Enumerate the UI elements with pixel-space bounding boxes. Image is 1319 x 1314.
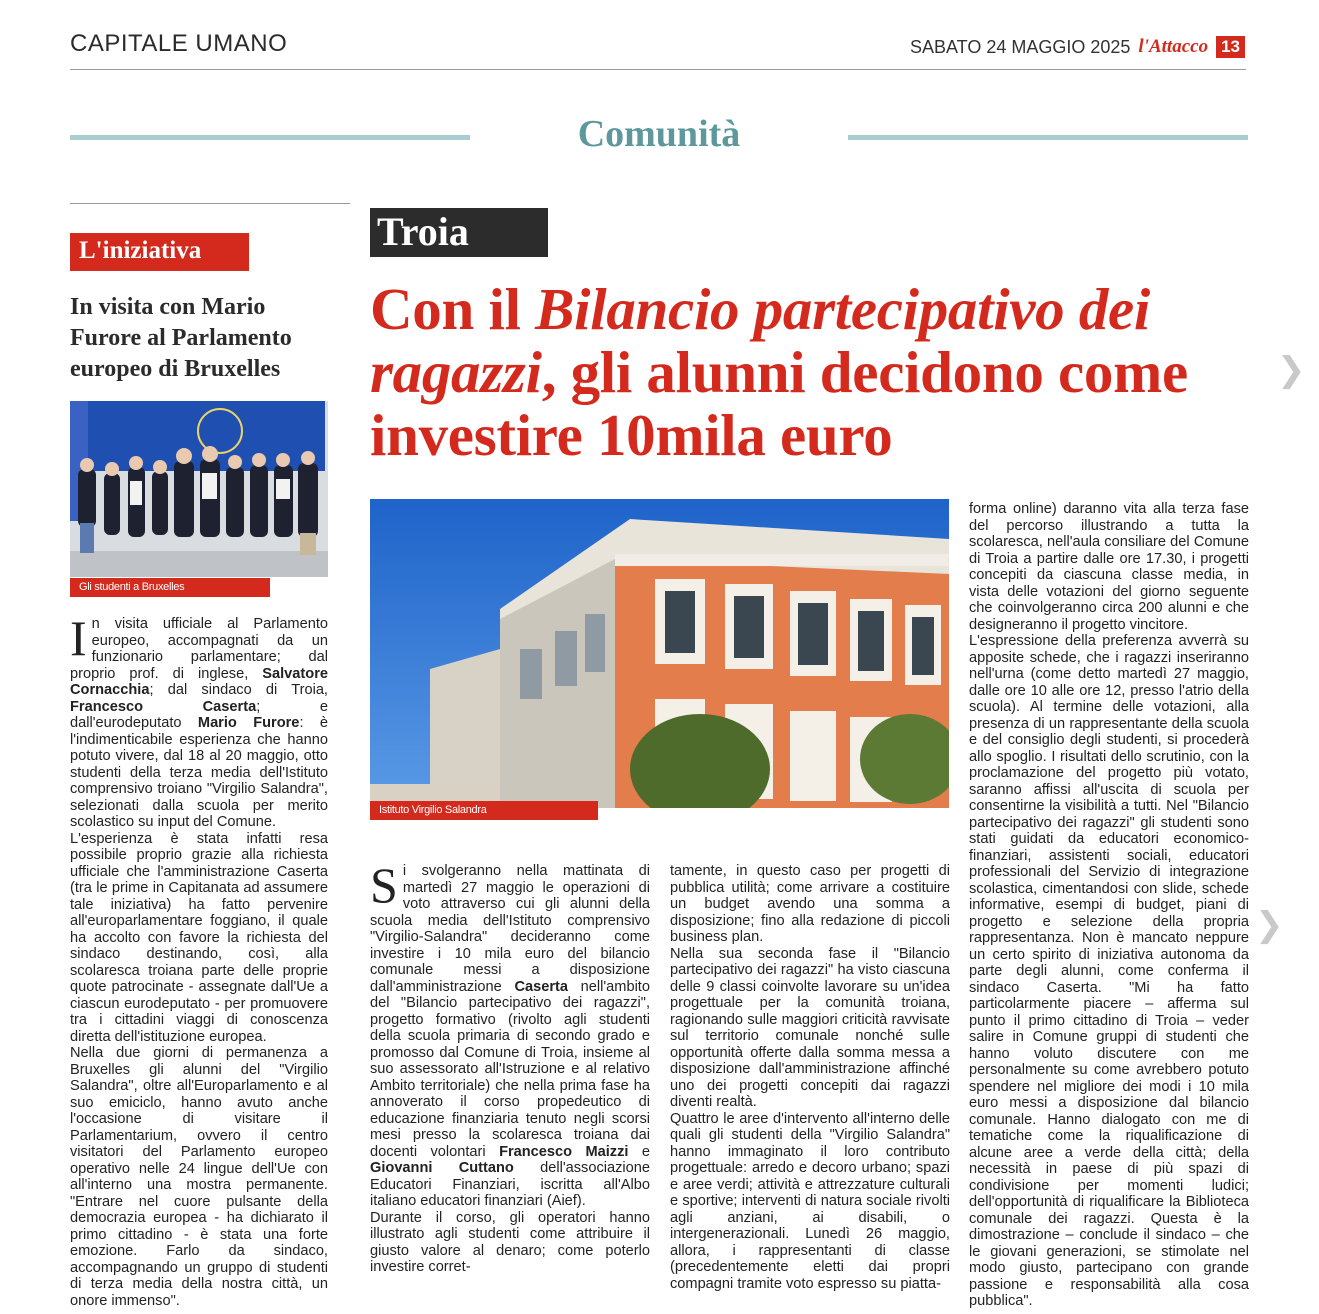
main-headline: Con il Bilancio partecipativo dei ragazzi, gli alunni decidono come investire 10mila euro [370,276,1188,468]
category-rule-left [70,135,470,140]
chevron-right-icon[interactable]: ❯ [1255,905,1284,945]
category-rule-right [848,135,1248,140]
students-photo-illustration [70,401,328,577]
main-article-column-3: forma online) daranno vita alla terza fase del percorso illustrando a tutta la scolaresca, nell'aula consiliare del Comune di Troia a partire dalle ore 17.30, i progetti concepiti da ciascuna classe media, in vista delle votazioni del giorno seguente che coinvolgeranno circa 200 alunni e che designeranno il progetto vincitore. L'espressione della preferenza avverrà su apposite schede, che i ragazzi inseriranno nell'urna (come detto martedì 27 maggio, dalle ore 10 alle ore 12, presso l'atrio della scuola). Al termine delle votazioni, alla presenza di un rappresentante della scuola e del consiglio degli studenti, si procederà allo spoglio. I risultati dello scrutinio, con la proclamazione del progetto più votato, saranno affissi all'uscita di scuola per consentirne la visibilità a tutti. Nel "Bilancio partecipativo dei ragazzi" gli studenti sono stati guidati da educatori economico-finanziari, assistenti sociali, educatori professionali del Servizio di integrazione scolastica, cimentandosi con slide, schede informative, esempi di budget, piani di progetto e selezione della propria rappresentanza. Non è mancato neppure un certo spirito di iniziativa autonoma da parte degli alunni, come conferma il sindaco Caserta. "Mi ha fatto particolarmente piacere – afferma sul punto il primo cittadino di Troia – veder salire in Comune gruppi di studenti che hanno voluto discutere con me personalmente su come avrebbero potuto spendere nel migliore dei modi i 10 mila euro messi a disposizione dal bilancio comunale. Hanno dialogato con me di tematiche come la riqualificazione di alcune aree a verde della città; della necessità in paese di più spazi di condivisione per momenti ludici; dell'opportunità di riqualificare la Biblioteca comunale dei ragazzi. Questa è la dimostrazione – conclude il sindaco – che le giovani generazioni, se stimolate nel modo giusto, partecipano con grande passione e responsabilità alla cosa pubblica". [969,501,1249,1309]
sidebar-dropcap: I [70,610,87,666]
main-article-column-2: tamente, in questo caso per progetti di pubblica utilità; come arrivare a costituire un budget avendo una somma a disposizione; fino alla redazione di piccoli business plan. Nella sua seconda fase il "Bilancio partecipativo dei ragazzi" ha visto ciascuna delle 9 classi coinvolte lavorare su un'idea progettuale per la comunità troiana, ragionando sulle maggiori criticità ravvisate sul territorio comunale nonché sulle opportunità offerte dalla somma messa a disposizione dall'amministrazione affinché uno dei progetti concepiti dai ragazzi diventi realtà. Quattro le aree d'intervento all'interno delle quali gli studenti della "Virgilio Salandra" hanno immaginato il loro contributo progettuale: arredo e decoro urbano; spazi e aree verdi; attività e attrezzature culturali e sportive; interventi di natura sociale rivolti agli anziani, ai disabili, o intergenerazionali. Lunedì 26 maggio, allora, i rappresentanti di classe (precedentemente eletti dai propri compagni tramite voto espresso su piatta- [670,863,950,1292]
school-photo-illustration [370,499,949,808]
masthead [910,36,1245,58]
main-photo-caption: Istituto Virgilio Salandra [370,801,598,820]
main-dropcap: S [370,857,398,913]
main-article-column-1: Si svolgeranno nella mattinata di martedì 27 maggio le operazioni di voto attraverso cui gli alunni della scuola media dell'Istituto comprensivo "Virgilio-Salandra" decideranno come investire i 10 mila euro del bilancio comunale messi a disposizione dall'amministrazione Caserta nell'ambito del "Bilancio partecipativo dei ragazzi", progetto formativo (rivolto agli studenti della scuola primaria di secondo grado e promosso dal Comune di Troia, insieme al suo assessorato all'Istruzione e al relativo Ambito territoriale) che nella prima fase ha annoverato il corso propedeutico di educazione finanziaria tenuto negli scorsi mesi presso la scolaresca troiana dai docenti volontari Francesco Maizzi e Giovanni Cuttano dell'associazione Educatori Finanziari, iscritta all'Albo italiano educatori finanziari (Aief). Durante il corso, gli operatori hanno illustrato agli studenti come attribuire il giusto valore al denaro; come poterlo investire corret- [370,857,650,1275]
location-tag: Troia [370,208,548,257]
newspaper-logo: l'Attacco [1138,36,1209,57]
sidebar-divider [70,203,350,204]
page-number: 13 [1216,36,1245,58]
sidebar-article-body: In visita ufficiale al Parlamento europeo, accompagnati da un funzionario parlamentare; dal proprio prof. di inglese, Salvatore Cornacchia; dal sindaco di Troia, Francesco Caserta; e dall'eurodeputato Mario Furore: è l'indimenticabile esperienza che hanno potuto vivere, dal 18 al 20 maggio, otto studenti della terza media dell'Istituto comprensivo troiano "Virgilio Salandra", selezionati dalla scuola per merito scolastico su input del Comune. L'esperienza è stata infatti resa possibile proprio grazie alla richiesta ufficiale che l'amministrazione Caserta (tra le prime in Capitanata ad assumere tale iniziativa) ha fatto pervenire all'europarlamentare foggiano, il quale ha accolto con favore la richiesta del sindaco destinando, così, alla scolaresca troiana parte delle proprie quote patrocinate - assegnate dall'Ue a ciascun eurodeputato - per promuovere tra i cittadini viaggi di conoscenza diretta dell'istituzione europea. Nella due giorni di permanenza a Bruxelles gli alunni del "Virgilio Salandra", oltre all'Europarlamento e al suo emiciclo, hanno avuto anche l'occasione di visitare il Parlamentarium, ovvero il centro visitatori del Parlamento europeo operativo nelle 24 lingue dell'Ue con all'interno una mostra permanente. "Entrare nel cuore pulsante della democrazia europea - ha dichiarato il primo cittadino - è stata una forte emozione. Farlo da sindaco, accompagnando un gruppo di studenti di terza media della nostra città, un onore immenso". [70,610,328,1309]
school-building-photo [370,499,949,808]
issue-date: SABATO 24 MAGGIO 2025 [909,36,1131,57]
category-title: Comunità [577,113,741,155]
section-name: CAPITALE UMANO [70,30,288,57]
sidebar-kicker: L'iniziativa [70,233,249,271]
sidebar-photo-caption: Gli studenti a Bruxelles [70,578,270,597]
sidebar-title: In visita con Mario Furore al Parlamento europeo di Bruxelles [70,294,292,382]
chevron-right-icon[interactable]: ❯ [1277,350,1306,390]
header-divider [70,69,1246,70]
students-brussels-photo [70,401,328,577]
